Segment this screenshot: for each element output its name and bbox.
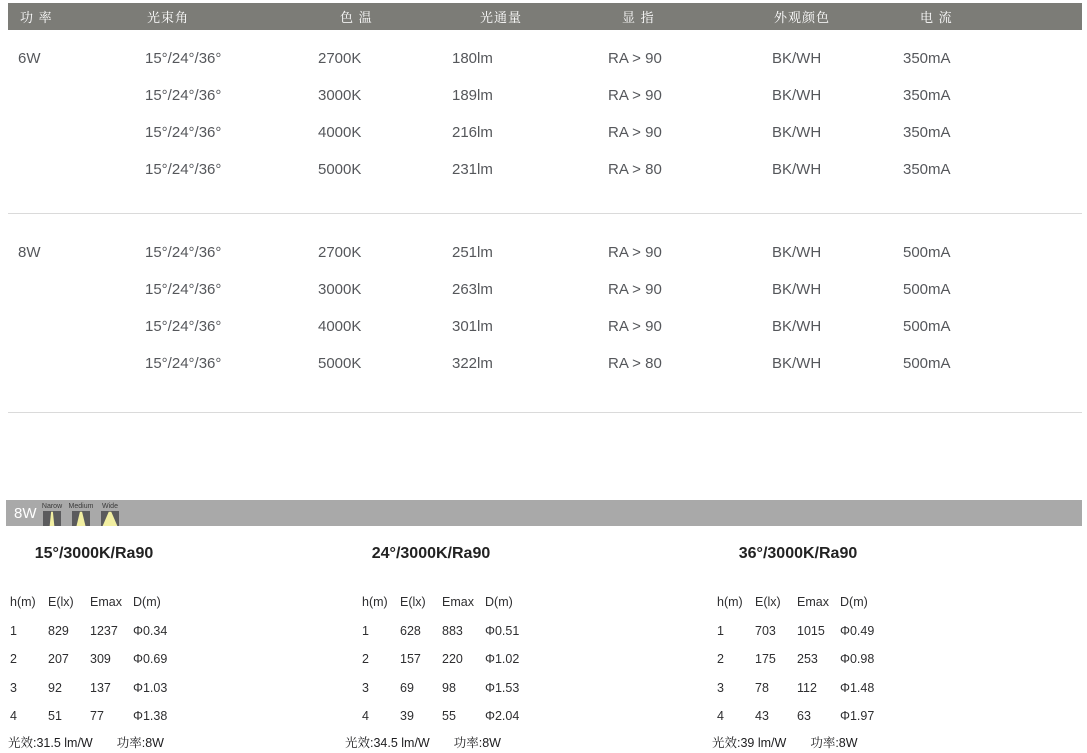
- emax-cell: 309: [90, 652, 111, 667]
- h-cell: 4: [362, 709, 369, 724]
- current-cell: 500mA: [903, 281, 951, 298]
- col-header-h: h(m): [10, 595, 36, 610]
- cri-cell: RA > 90: [608, 244, 662, 261]
- flux-cell: 301lm: [452, 318, 493, 335]
- column-header-beam-angle: 光束角: [147, 10, 190, 25]
- e-cell: 628: [400, 623, 421, 638]
- d-cell: Φ0.51: [485, 623, 520, 638]
- d-cell: Φ2.04: [485, 709, 520, 724]
- beam-angle-cell: 15°/24°/36°: [145, 124, 222, 141]
- power-cell: 8W: [18, 244, 41, 261]
- emax-cell: 63: [797, 709, 811, 724]
- current-cell: 350mA: [903, 161, 951, 178]
- col-header-e: E(lx): [400, 595, 426, 610]
- column-header-finish: 外观颜色: [774, 10, 831, 25]
- photometric-header-row: [712, 588, 884, 617]
- group-divider: [8, 213, 1082, 214]
- column-header-flux: 光通量: [480, 10, 523, 25]
- d-cell: Φ0.69: [133, 652, 168, 667]
- emax-cell: 1015: [797, 623, 825, 638]
- col-header-h: h(m): [362, 595, 388, 610]
- emax-cell: 883: [442, 623, 463, 638]
- photometric-row: [712, 702, 884, 731]
- column-header-current: 电 流: [920, 10, 953, 25]
- cri-cell: RA > 80: [608, 161, 662, 178]
- finish-cell: BK/WH: [772, 87, 822, 104]
- e-cell: 829: [48, 623, 69, 638]
- narrow-beam-label: Narow: [41, 503, 63, 510]
- power-value: 功率:8W: [116, 735, 164, 750]
- emax-cell: 137: [90, 680, 111, 695]
- col-header-emax: Emax: [90, 595, 122, 610]
- col-header-e: E(lx): [48, 595, 74, 610]
- finish-cell: BK/WH: [772, 281, 822, 298]
- photometric-footer: [8, 731, 180, 753]
- d-cell: Φ1.48: [840, 680, 875, 695]
- e-cell: 207: [48, 652, 69, 667]
- cri-cell: RA > 80: [608, 355, 662, 372]
- current-cell: 350mA: [903, 87, 951, 104]
- photometric-table-title: 24°/3000K/Ra90: [371, 545, 491, 562]
- d-cell: Φ0.34: [133, 623, 168, 638]
- photometric-header-row: [345, 588, 517, 617]
- cri-cell: RA > 90: [608, 50, 662, 67]
- flux-cell: 180lm: [452, 50, 493, 67]
- photometric-row: [712, 617, 884, 646]
- current-cell: 500mA: [903, 244, 951, 261]
- cct-cell: 4000K: [318, 124, 362, 141]
- photometric-row: [8, 645, 180, 674]
- cct-cell: 4000K: [318, 318, 362, 335]
- wide-beam-icon: [100, 503, 120, 526]
- e-cell: 175: [755, 652, 776, 667]
- current-cell: 350mA: [903, 124, 951, 141]
- spec-group-8w: [0, 234, 1087, 382]
- photometric-row: [712, 645, 884, 674]
- spec-row: [0, 40, 1087, 77]
- spec-row: [0, 234, 1087, 271]
- power-cell: 6W: [18, 50, 41, 67]
- e-cell: 157: [400, 652, 421, 667]
- cri-cell: RA > 90: [608, 318, 662, 335]
- photometric-grid: [712, 588, 884, 731]
- h-cell: 1: [717, 623, 724, 638]
- beam-angle-cell: 15°/24°/36°: [145, 161, 222, 178]
- e-cell: 43: [755, 709, 769, 724]
- photometric-row: [345, 702, 520, 731]
- photometric-row: [8, 674, 180, 703]
- flux-cell: 322lm: [452, 355, 493, 372]
- emax-cell: 98: [442, 680, 456, 695]
- beam-angle-cell: 15°/24°/36°: [145, 355, 222, 372]
- medium-beam-label: Medium: [68, 503, 94, 510]
- e-cell: 92: [48, 680, 62, 695]
- col-header-h: h(m): [717, 595, 743, 610]
- beam-angle-cell: 15°/24°/36°: [145, 87, 222, 104]
- h-cell: 4: [717, 709, 724, 724]
- efficacy-value: 光效:39 lm/W: [712, 735, 787, 750]
- beam-angle-cell: 15°/24°/36°: [145, 50, 222, 67]
- medium-beam-icon: [68, 503, 94, 526]
- photometric-header-row: [8, 588, 180, 617]
- e-cell: 51: [48, 709, 62, 724]
- emax-cell: 220: [442, 652, 463, 667]
- photometric-row: [8, 702, 180, 731]
- photometric-row: [345, 617, 520, 646]
- h-cell: 4: [10, 709, 17, 724]
- cct-cell: 2700K: [318, 244, 362, 261]
- flux-cell: 189lm: [452, 87, 493, 104]
- narrow-beam-glyph: [43, 511, 61, 526]
- h-cell: 1: [362, 623, 369, 638]
- finish-cell: BK/WH: [772, 50, 822, 67]
- spec-row: [0, 114, 1087, 151]
- emax-cell: 253: [797, 652, 818, 667]
- cct-cell: 5000K: [318, 161, 362, 178]
- emax-cell: 55: [442, 709, 456, 724]
- h-cell: 2: [362, 652, 369, 667]
- column-header-cri: 显 指: [622, 10, 655, 25]
- current-cell: 500mA: [903, 318, 951, 335]
- section-divider: [8, 412, 1082, 413]
- cri-cell: RA > 90: [608, 87, 662, 104]
- d-cell: Φ1.02: [485, 652, 520, 667]
- finish-cell: BK/WH: [772, 244, 822, 261]
- photometric-footer: [345, 731, 517, 753]
- e-cell: 69: [400, 680, 414, 695]
- photometric-row: [712, 674, 884, 703]
- flux-cell: 231lm: [452, 161, 493, 178]
- photometric-table-title: 15°/3000K/Ra90: [34, 545, 154, 562]
- cri-cell: RA > 90: [608, 281, 662, 298]
- cri-cell: RA > 90: [608, 124, 662, 141]
- col-header-emax: Emax: [797, 595, 829, 610]
- photometric-row: [345, 674, 520, 703]
- photometric-table-title: 36°/3000K/Ra90: [738, 545, 858, 562]
- power-value: 功率:8W: [453, 735, 501, 750]
- finish-cell: BK/WH: [772, 124, 822, 141]
- finish-cell: BK/WH: [772, 161, 822, 178]
- flux-cell: 251lm: [452, 244, 493, 261]
- photometric-row: [345, 645, 520, 674]
- cct-cell: 5000K: [318, 355, 362, 372]
- spec-row: [0, 77, 1087, 114]
- d-cell: Φ0.98: [840, 652, 875, 667]
- efficacy-value: 光效:34.5 lm/W: [345, 735, 430, 750]
- photometric-grid: [8, 588, 180, 731]
- section-power-label: 8W: [14, 504, 37, 522]
- flux-cell: 263lm: [452, 281, 493, 298]
- beam-angle-cell: 15°/24°/36°: [145, 244, 222, 261]
- cct-cell: 2700K: [318, 50, 362, 67]
- d-cell: Φ1.03: [133, 680, 168, 695]
- d-cell: Φ1.97: [840, 709, 875, 724]
- photometric-table-24deg: [345, 540, 520, 753]
- emax-cell: 1237: [90, 623, 118, 638]
- col-header-emax: Emax: [442, 595, 474, 610]
- beam-icons: [42, 503, 120, 526]
- medium-beam-glyph: [72, 511, 90, 526]
- h-cell: 1: [10, 623, 17, 638]
- current-cell: 500mA: [903, 355, 951, 372]
- beam-angle-cell: 15°/24°/36°: [145, 318, 222, 335]
- beam-angle-cell: 15°/24°/36°: [145, 281, 222, 298]
- flux-cell: 216lm: [452, 124, 493, 141]
- wide-beam-glyph: [101, 511, 119, 526]
- photometric-row: [8, 617, 180, 646]
- cct-cell: 3000K: [318, 281, 362, 298]
- spec-row: [0, 151, 1087, 188]
- emax-cell: 112: [797, 680, 817, 695]
- column-header-power: 功 率: [20, 10, 53, 25]
- power-value: 功率:8W: [810, 735, 858, 750]
- e-cell: 703: [755, 623, 776, 638]
- d-cell: Φ1.38: [133, 709, 168, 724]
- e-cell: 39: [400, 709, 414, 724]
- h-cell: 3: [362, 680, 369, 695]
- col-header-d: D(m): [840, 595, 868, 610]
- column-header-cct: 色 温: [340, 10, 373, 25]
- photometric-section-bar: [6, 500, 1082, 526]
- col-header-e: E(lx): [755, 595, 781, 610]
- d-cell: Φ1.53: [485, 680, 520, 695]
- photometric-grid: [345, 588, 520, 731]
- current-cell: 350mA: [903, 50, 951, 67]
- photometric-table-15deg: [8, 540, 180, 753]
- spec-row: [0, 308, 1087, 345]
- narrow-beam-icon: [42, 503, 62, 526]
- photometric-footer: [712, 731, 884, 753]
- emax-cell: 77: [90, 709, 104, 724]
- photometric-table-36deg: [712, 540, 884, 753]
- finish-cell: BK/WH: [772, 355, 822, 372]
- col-header-d: D(m): [133, 595, 161, 610]
- h-cell: 3: [10, 680, 17, 695]
- wide-beam-label: Wide: [102, 503, 118, 510]
- col-header-d: D(m): [485, 595, 513, 610]
- spec-row: [0, 271, 1087, 308]
- cct-cell: 3000K: [318, 87, 362, 104]
- e-cell: 78: [755, 680, 769, 695]
- spec-table-header: [8, 3, 1082, 30]
- spec-group-6w: [0, 40, 1087, 188]
- h-cell: 2: [717, 652, 724, 667]
- d-cell: Φ0.49: [840, 623, 875, 638]
- h-cell: 2: [10, 652, 17, 667]
- spec-row: [0, 345, 1087, 382]
- h-cell: 3: [717, 680, 724, 695]
- efficacy-value: 光效:31.5 lm/W: [8, 735, 93, 750]
- finish-cell: BK/WH: [772, 318, 822, 335]
